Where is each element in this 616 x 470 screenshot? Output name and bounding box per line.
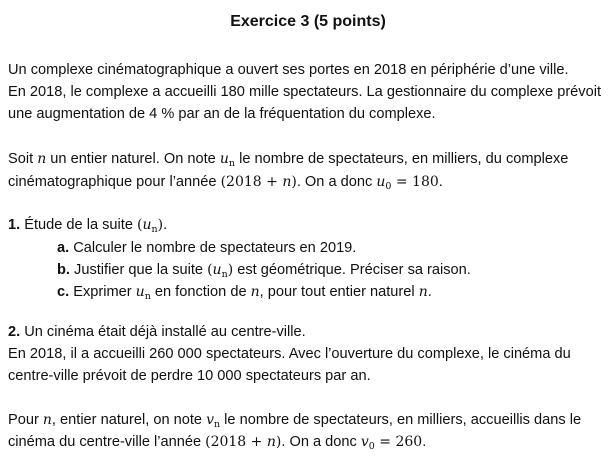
text: Étude de la suite xyxy=(20,217,138,233)
definition-v-line-2 xyxy=(8,432,426,457)
math-u0: u xyxy=(376,174,386,190)
text: est géométrique. Préciser sa raison. xyxy=(233,262,471,278)
text: . xyxy=(427,284,432,300)
math-n: n xyxy=(42,412,52,428)
math-u0-value: = 180 xyxy=(391,174,439,190)
text: cinéma du centre-ville l’année xyxy=(8,434,206,450)
math-v: v xyxy=(206,412,214,428)
math-n: n xyxy=(282,174,292,190)
part2-line-3: centre-ville prévoit de perdre 10 000 spectateurs par an. xyxy=(8,368,371,384)
math-u: u xyxy=(135,284,145,300)
math-year-close: ) xyxy=(291,174,297,190)
definition-u-line-1 xyxy=(8,149,568,174)
math-subscript: n xyxy=(221,269,228,280)
text: Pour xyxy=(8,412,43,428)
math-v0: v xyxy=(360,434,369,450)
math-year-open: (2018 + xyxy=(205,434,267,450)
math-year-close: ) xyxy=(275,434,282,450)
math-n: n xyxy=(250,284,260,300)
math-paren: ( xyxy=(137,217,143,233)
question-label: c. xyxy=(57,284,70,300)
math-u: u xyxy=(212,262,222,278)
part2-line-2: En 2018, il a accueilli 260 000 spectateurs. Avec l’ouverture du complexe, le cinéma du xyxy=(8,346,571,362)
text: . xyxy=(438,174,443,190)
text: Soit xyxy=(8,151,38,167)
text: Un cinéma était déjà installé au centre-ville. xyxy=(20,324,306,340)
part1-question-c xyxy=(57,282,432,307)
question-number: 1. xyxy=(8,217,21,233)
math-paren: ) xyxy=(157,217,164,233)
math-paren: ) xyxy=(227,262,234,278)
math-u: u xyxy=(219,151,229,167)
part2-line-1 xyxy=(8,322,306,342)
math-paren: ( xyxy=(207,262,213,278)
math-subscript: 0 xyxy=(368,441,375,452)
text: en fonction de xyxy=(150,284,251,300)
text: le nombre de spectateurs, en milliers, du complexe xyxy=(235,151,569,167)
text: . On a donc xyxy=(296,174,377,190)
math-subscript: 0 xyxy=(385,181,392,192)
math-u: u xyxy=(142,217,152,233)
math-subscript: n xyxy=(144,291,151,302)
definition-u-line-2 xyxy=(8,172,443,197)
text: le nombre de spectateurs, en milliers, accueillis dans le xyxy=(220,412,582,428)
text: . xyxy=(422,434,427,450)
text: , pour tout entier naturel xyxy=(259,284,419,300)
question-label: b. xyxy=(57,262,70,278)
text: Calculer le nombre de spectateurs en 2019. xyxy=(69,240,357,256)
math-subscript: n xyxy=(228,158,236,169)
part1-question-a xyxy=(57,238,356,258)
math-year-open: (2018 + xyxy=(220,174,283,190)
exercise-title: Exercice 3 (5 points) xyxy=(230,13,386,30)
question-number: 2. xyxy=(8,324,21,340)
intro-line-2: En 2018, le complexe a accueilli 180 mille spectateurs. La gestionnaire du complexe prévoit xyxy=(8,84,602,100)
text: . xyxy=(163,217,168,233)
intro-line-1: Un complexe cinématographique a ouvert ses portes en 2018 en périphérie d’une ville. xyxy=(8,62,569,78)
math-subscript: n xyxy=(151,224,158,235)
question-label: a. xyxy=(57,240,70,256)
text: Justifier que la suite xyxy=(69,262,208,278)
text: , entier naturel, on note xyxy=(51,412,207,428)
intro-line-3: une augmentation de 4 % par an de la fréquentation du complexe. xyxy=(8,106,436,122)
math-n: n xyxy=(266,434,276,450)
text: cinématographique pour l’année xyxy=(8,174,221,190)
math-n: n xyxy=(418,284,428,300)
math-n: n xyxy=(37,151,47,167)
text: Exprimer xyxy=(69,284,136,300)
text: . On a donc xyxy=(281,434,361,450)
math-v0-value: = 260 xyxy=(374,434,423,450)
part1-heading xyxy=(8,215,167,240)
math-subscript: n xyxy=(214,419,221,430)
text: un entier naturel. On note xyxy=(46,151,220,167)
